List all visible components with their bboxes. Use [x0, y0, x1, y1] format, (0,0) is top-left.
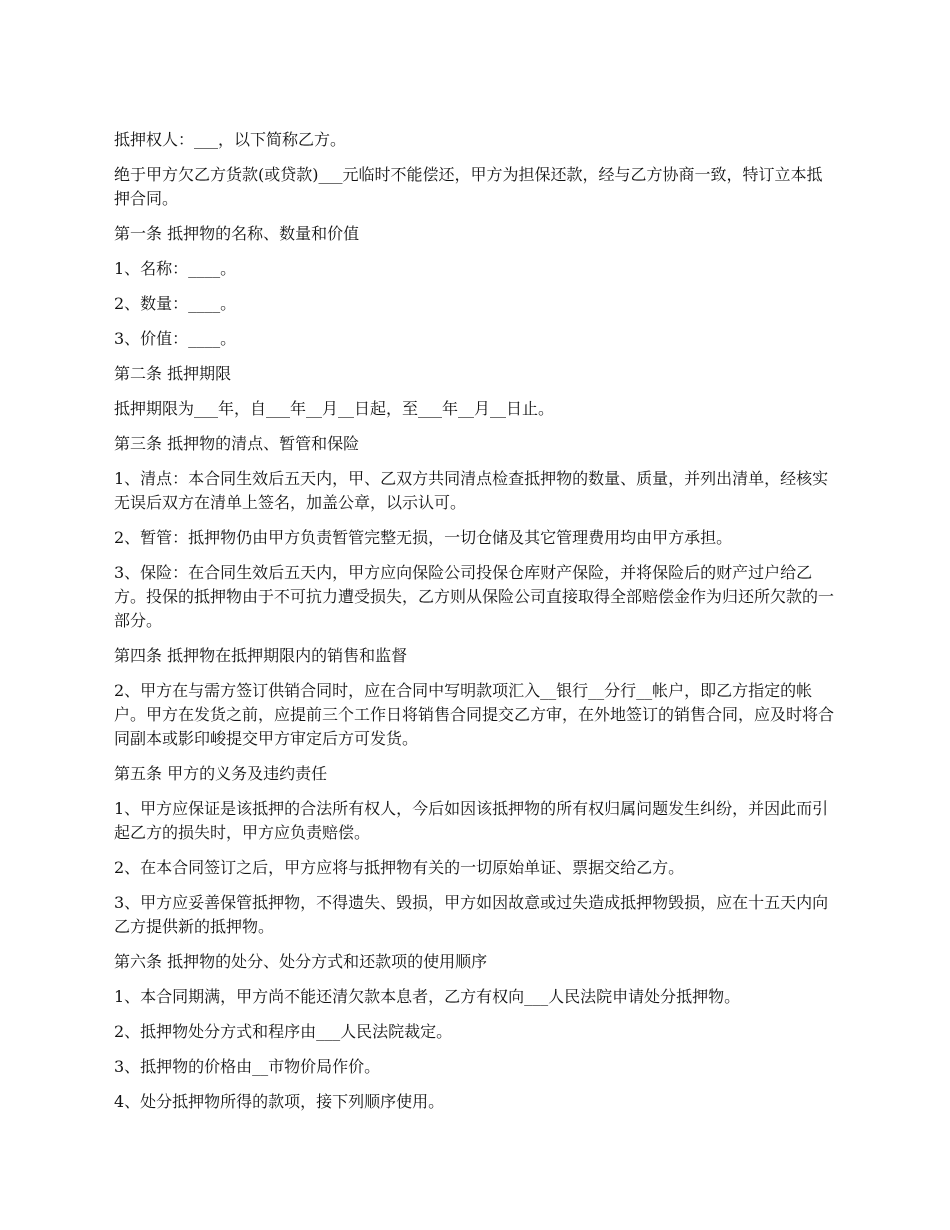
document-body	[114, 128, 838, 1125]
article-1-item-value: 3、价值：____。	[114, 329, 237, 348]
article-6-item-pricing: 3、抵押物的价格由__市物价局作价。	[114, 1057, 381, 1076]
article-1-heading: 第一条 抵押物的名称、数量和价值	[114, 224, 360, 243]
article-5-item-documents: 2、在本合同签订之后，甲方应将与抵押物有关的一切原始单证、票据交给乙方。	[114, 858, 685, 877]
article-2-term: 抵押期限为___年，自___年__月__日起，至___年__月__日止。	[114, 399, 555, 418]
article-6-heading: 第六条 抵押物的处分、处分方式和还款项的使用顺序	[114, 952, 488, 971]
article-5-heading: 第五条 甲方的义务及违约责任	[114, 764, 328, 783]
article-6-item-proceeds-order: 4、处分抵押物所得的款项，接下列顺序使用。	[114, 1092, 445, 1111]
article-1-item-name: 1、名称：____。	[114, 259, 237, 278]
article-6-item-court-application: 1、本合同期满，甲方尚不能还清欠款本息者，乙方有权向___人民法院申请处分抵押物。	[114, 987, 741, 1006]
article-3-heading: 第三条 抵押物的清点、暂管和保险	[114, 434, 360, 453]
article-6-item-disposal-method: 2、抵押物处分方式和程序由___人民法院裁定。	[114, 1022, 453, 1041]
article-1-item-quantity: 2、数量：____。	[114, 294, 237, 313]
article-5-item-safekeeping: 3、甲方应妥善保管抵押物，不得遗失、毁损，甲方如因故意或过失造成抵押物毁损，应在十五天内向乙方提供新的抵押物。	[114, 893, 829, 936]
paragraph-mortgagee: 抵押权人：___，以下简称乙方。	[114, 130, 347, 149]
paragraph-preamble: 绝于甲方欠乙方货款(或贷款)___元临时不能偿还，甲方为担保还款，经与乙方协商一致，特订立本抵押合同。	[114, 165, 823, 208]
article-4-item-sales: 2、甲方在与需方签订供销合同时，应在合同中写明款项汇入__银行__分行__帐户，即乙方指定的帐户。甲方在发货之前，应提前三个工作日将销售合同提交乙方审，在外地签订的销售合同，应及时将合同副本或影印峻提交甲方审定后方可发货。	[114, 681, 835, 748]
article-4-heading: 第四条 抵押物在抵押期限内的销售和监督	[114, 646, 408, 665]
article-5-item-ownership: 1、甲方应保证是该抵押的合法所有权人，今后如因该抵押物的所有权归属问题发生纠纷，并因此而引起乙方的损失时，甲方应负责赔偿。	[114, 799, 829, 842]
article-3-item-insurance: 3、保险：在合同生效后五天内，甲方应向保险公司投保仓库财产保险，并将保险后的财产过户给乙方。投保的抵押物由于不可抗力遭受损失，乙方则从保险公司直接取得全部赔偿金作为归还所欠款的一部分。	[114, 563, 835, 630]
article-3-item-custody: 2、暂管：抵押物仍由甲方负责暂管完整无损，一切仓储及其它管理费用均由甲方承担。	[114, 528, 733, 547]
article-3-item-inventory: 1、清点：本合同生效后五天内，甲、乙双方共同清点检查抵押物的数量、质量，并列出清单，经核实无误后双方在清单上签名，加盖公章，以示认可。	[114, 469, 829, 512]
article-2-heading: 第二条 抵押期限	[114, 364, 232, 383]
